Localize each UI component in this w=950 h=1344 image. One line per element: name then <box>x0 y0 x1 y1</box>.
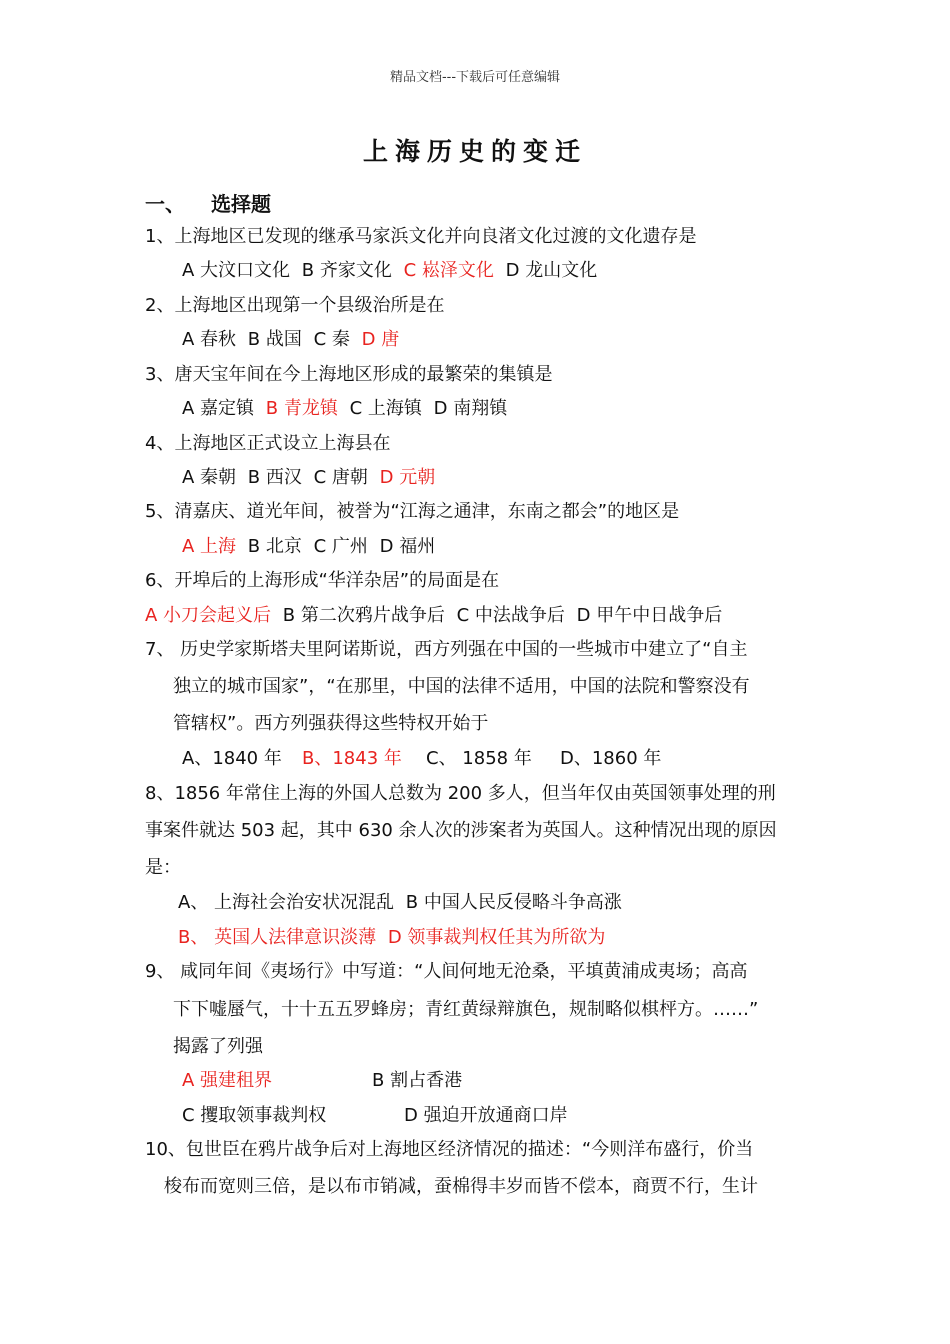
option: A 大汶口文化 <box>182 260 291 281</box>
question-9-stem-line: 下下嘘蜃气，十十五五罗蜂房；青红黄绿辩旗色，规制略似棋枰方。……” <box>173 999 759 1020</box>
question-4-stem: 4、上海地区正式设立上海县在 <box>145 433 391 454</box>
question-7-stem-line: 管辖权”。西方列强获得这些特权开始于 <box>173 713 489 734</box>
question-6-options <box>145 603 728 629</box>
question-1-options <box>182 258 603 284</box>
option: A 春秋 <box>182 329 237 350</box>
option: C、 1858 年 <box>426 748 532 769</box>
option: C 上海镇 <box>349 398 422 419</box>
correct-answer-option: A 小刀会起义后 <box>145 605 272 626</box>
correct-answer-option: C 崧泽文化 <box>403 260 494 281</box>
option: B 齐家文化 <box>301 260 392 281</box>
question-3-stem: 3、唐天宝年间在今上海地区形成的最繁荣的集镇是 <box>145 364 553 385</box>
question-9-options-row <box>182 1103 568 1129</box>
document-title: 上海历史的变迁 <box>362 137 587 166</box>
option: D、1860 年 <box>560 748 662 769</box>
option: B 割占香港 <box>372 1070 463 1091</box>
section-heading <box>145 188 271 217</box>
question-2-options <box>182 327 405 353</box>
section-label: 选择题 <box>211 192 271 216</box>
option: C 唐朝 <box>313 467 368 488</box>
question-1-stem: 1、上海地区已发现的继承马家浜文化并向良渚文化过渡的文化遗存是 <box>145 226 697 247</box>
question-8-stem-line: 是： <box>145 857 181 878</box>
option: D 福州 <box>379 536 436 557</box>
question-3-options <box>182 396 513 422</box>
section-number: 一、 <box>145 192 185 216</box>
option: B 中国人民反侵略斗争高涨 <box>405 892 622 913</box>
option: B 战国 <box>247 329 302 350</box>
option: D 强迫开放通商口岸 <box>404 1105 568 1126</box>
question-2-stem: 2、上海地区出现第一个县级治所是在 <box>145 295 445 316</box>
correct-answer-option: A 强建租界 <box>182 1070 273 1091</box>
correct-answer-option: B、1843 年 <box>302 748 402 769</box>
question-5-options <box>182 534 441 560</box>
question-8-stem-line: 8、1856 年常住上海的外国人总数为 200 多人，但当年仅由英国领事处理的刑 <box>145 783 776 804</box>
question-9-options-row <box>182 1068 462 1094</box>
option: A、 上海社会治安状况混乱 <box>178 892 395 913</box>
correct-answer-option: D 元朝 <box>379 467 436 488</box>
question-5-stem: 5、清嘉庆、道光年间，被誉为“江海之通津，东南之都会”的地区是 <box>145 501 680 522</box>
option: B 西汉 <box>247 467 302 488</box>
question-10-stem-line: 10、包世臣在鸦片战争后对上海地区经济情况的描述：“今则洋布盛行，价当 <box>145 1139 754 1160</box>
correct-answer-option: A 上海 <box>182 536 237 557</box>
option: C 广州 <box>313 536 368 557</box>
option: A、1840 年 <box>182 748 282 769</box>
option: D 南翔镇 <box>433 398 508 419</box>
question-4-options <box>182 465 441 491</box>
question-7-stem-line: 7、 历史学家斯塔夫里阿诺斯说，西方列强在中国的一些城市中建立了“自主 <box>145 639 748 660</box>
option: D 龙山文化 <box>505 260 598 281</box>
question-8-options-row <box>178 925 611 951</box>
option: C 中法战争后 <box>456 605 565 626</box>
correct-answer-option: B 青龙镇 <box>265 398 338 419</box>
option: D 甲午中日战争后 <box>576 605 723 626</box>
option: B 第二次鸦片战争后 <box>282 605 445 626</box>
question-8-stem-line: 事案件就达 503 起，其中 630 余人次的涉案者为英国人。这种情况出现的原因 <box>145 820 777 841</box>
option: C 秦 <box>313 329 350 350</box>
question-9-stem-line: 9、 咸同年间《夷场行》中写道：“人间何地无沧桑，平填黄浦成夷场；高高 <box>145 961 748 982</box>
question-7-options <box>182 746 661 772</box>
question-10-stem-line: 梭布而宽则三倍，是以布市销减，蚕棉得丰岁而皆不偿本，商贾不行，生计 <box>164 1176 758 1197</box>
question-9-stem-line: 揭露了列强 <box>173 1036 263 1057</box>
option: C 攫取领事裁判权 <box>182 1105 327 1126</box>
page-header-note: 精品文档---下载后可任意编辑 <box>389 70 561 85</box>
question-8-options-row <box>178 890 628 916</box>
option: B 北京 <box>247 536 302 557</box>
question-6-stem: 6、开埠后的上海形成“华洋杂居”的局面是在 <box>145 570 500 591</box>
correct-answer-option: D 领事裁判权任其为所欲为 <box>387 927 606 948</box>
option: A 嘉定镇 <box>182 398 255 419</box>
correct-answer-option: D 唐 <box>361 329 400 350</box>
correct-answer-option: B、 英国人法律意识淡薄 <box>178 927 377 948</box>
option: A 秦朝 <box>182 467 237 488</box>
question-7-stem-line: 独立的城市国家”，“在那里，中国的法律不适用，中国的法院和警察没有 <box>173 676 750 697</box>
